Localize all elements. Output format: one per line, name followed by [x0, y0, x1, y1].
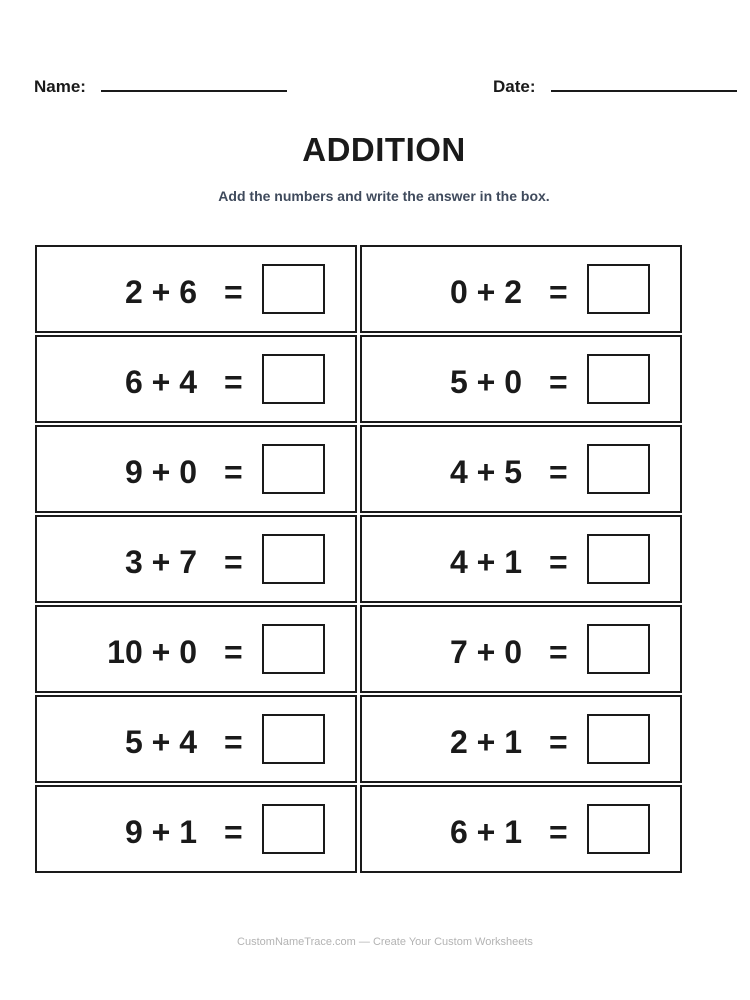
problem-cell — [35, 785, 357, 873]
answer-box[interactable] — [262, 714, 325, 764]
equals-sign: = — [549, 274, 568, 310]
problem-cell — [35, 335, 357, 423]
answer-box[interactable] — [262, 354, 325, 404]
problem-expression: 4 + 5 — [449, 454, 522, 490]
problem-expression: 9 + 1 — [124, 814, 197, 850]
problem-cell — [360, 605, 682, 693]
equals-sign: = — [549, 544, 568, 580]
problem-expression: 6 + 1 — [449, 814, 522, 850]
equals-sign: = — [224, 454, 243, 490]
answer-box[interactable] — [262, 804, 325, 854]
problem-cell — [35, 425, 357, 513]
problem-cell — [35, 605, 357, 693]
answer-box[interactable] — [262, 264, 325, 314]
answer-box[interactable] — [587, 714, 650, 764]
equals-sign: = — [224, 724, 243, 760]
problem-expression: 2 + 1 — [449, 724, 522, 760]
name-line[interactable] — [101, 90, 287, 92]
problem-expression: 4 + 1 — [449, 544, 522, 580]
problem-expression: 7 + 0 — [449, 634, 522, 670]
answer-box[interactable] — [587, 624, 650, 674]
problem-expression: 2 + 6 — [124, 274, 197, 310]
equals-sign: = — [224, 544, 243, 580]
problem-cell — [35, 245, 357, 333]
answer-box[interactable] — [262, 444, 325, 494]
problem-cell — [360, 695, 682, 783]
problem-expression: 6 + 4 — [124, 364, 197, 400]
date-line[interactable] — [551, 90, 737, 92]
problem-cell — [360, 515, 682, 603]
problem-cell — [360, 785, 682, 873]
equals-sign: = — [224, 814, 243, 850]
answer-box[interactable] — [587, 354, 650, 404]
instructions: Add the numbers and write the answer in the box. — [218, 188, 550, 204]
problem-cell — [360, 335, 682, 423]
equals-sign: = — [224, 274, 243, 310]
answer-box[interactable] — [587, 534, 650, 584]
answer-box[interactable] — [587, 804, 650, 854]
problem-grid — [35, 245, 682, 874]
worksheet-title: ADDITION — [302, 131, 466, 168]
equals-sign: = — [549, 364, 568, 400]
problem-expression: 9 + 0 — [124, 454, 197, 490]
problem-cell — [35, 695, 357, 783]
equals-sign: = — [224, 634, 243, 670]
equals-sign: = — [549, 634, 568, 670]
problem-expression: 3 + 7 — [124, 544, 197, 580]
equals-sign: = — [224, 364, 243, 400]
answer-box[interactable] — [262, 534, 325, 584]
problem-expression: 5 + 4 — [124, 724, 197, 760]
equals-sign: = — [549, 454, 568, 490]
answer-box[interactable] — [262, 624, 325, 674]
equals-sign: = — [549, 814, 568, 850]
footer-credit: CustomNameTrace.com — Create Your Custom Worksheets — [237, 936, 533, 948]
problem-expression: 10 + 0 — [107, 634, 197, 670]
answer-box[interactable] — [587, 264, 650, 314]
answer-box[interactable] — [587, 444, 650, 494]
equals-sign: = — [549, 724, 568, 760]
problem-cell — [360, 245, 682, 333]
problem-expression: 5 + 0 — [449, 364, 522, 400]
date-label: Date: — [493, 77, 536, 96]
problem-expression: 0 + 2 — [449, 274, 522, 310]
problem-cell — [360, 425, 682, 513]
name-label: Name: — [34, 77, 86, 96]
problem-cell — [35, 515, 357, 603]
